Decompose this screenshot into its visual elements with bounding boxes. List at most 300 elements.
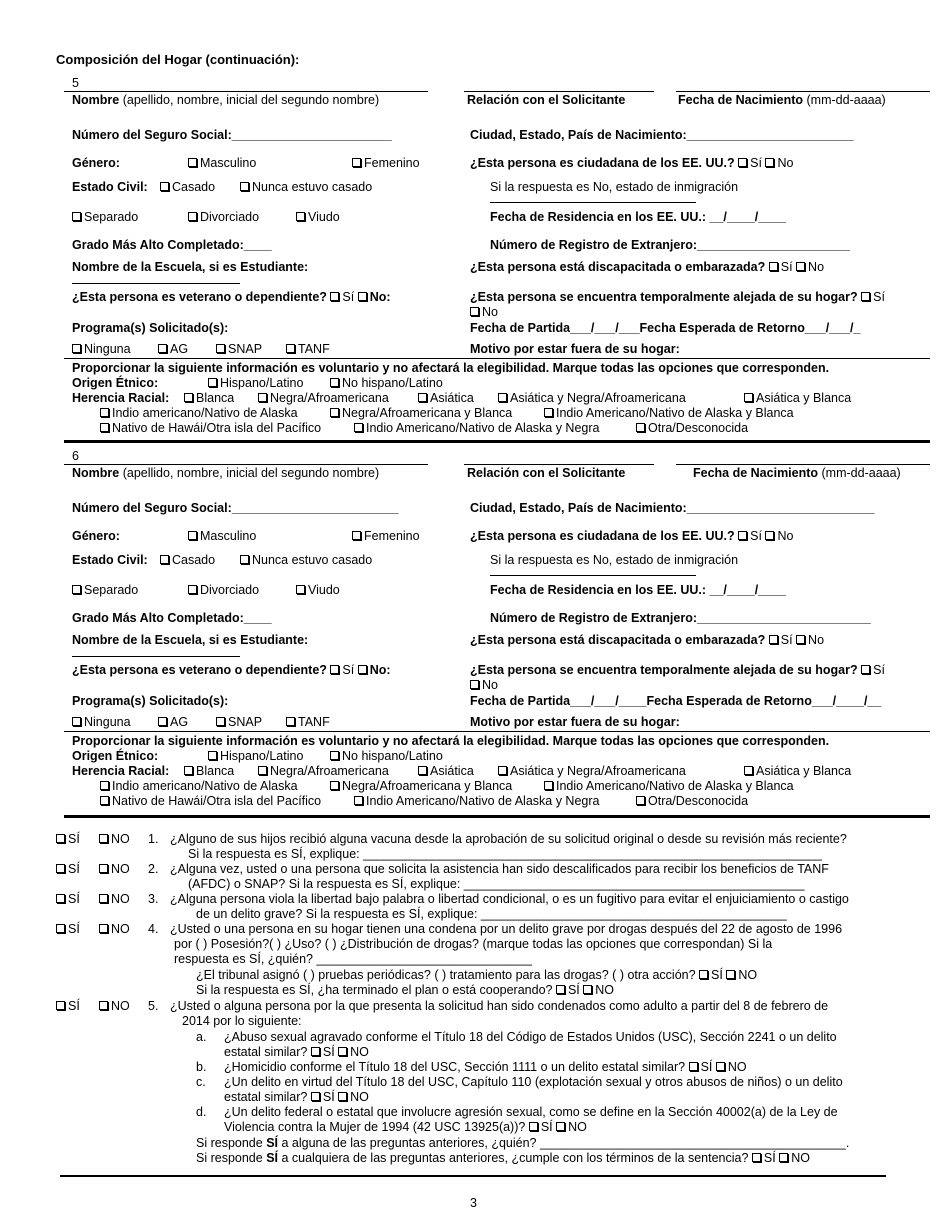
race-black-white-checkbox[interactable]	[330, 408, 339, 417]
q4-court-yes-label: SÍ	[711, 968, 723, 982]
program-snap-option[interactable]	[216, 342, 262, 357]
q5a-yes-label: SÍ	[322, 1045, 335, 1059]
q5a-yes-checkbox[interactable]	[311, 1047, 320, 1056]
q5-sentence-yes-checkbox[interactable]	[752, 1153, 761, 1162]
disabled-yes-checkbox[interactable]	[769, 262, 778, 271]
q5-sentence-row	[196, 1151, 810, 1166]
dob-label-bold: Fecha de Nacimiento	[693, 466, 819, 480]
q1-no-checkbox[interactable]	[99, 834, 108, 843]
q4-yes-checkbox[interactable]	[56, 924, 65, 933]
race-american-indian-label: Indio americano/Nativo de Alaska	[112, 779, 298, 793]
q4-no-checkbox[interactable]	[99, 924, 108, 933]
widowed-label: Viudo	[308, 210, 340, 224]
q1-yes-checkbox[interactable]	[56, 834, 65, 843]
program-ag-checkbox[interactable]	[158, 344, 167, 353]
separated-label: Separado	[84, 210, 139, 224]
q1-yes-option[interactable]	[56, 832, 80, 847]
never-married-option[interactable]	[240, 553, 372, 568]
race-asian-label: Asiática	[430, 764, 474, 778]
male-checkbox[interactable]	[188, 158, 197, 167]
race-pacific-islander-checkbox[interactable]	[100, 423, 109, 432]
relation-line	[464, 91, 654, 92]
q5b-letter: b.	[196, 1060, 207, 1074]
q3-no-option[interactable]	[99, 892, 130, 907]
citizen-yes-checkbox[interactable]	[738, 531, 747, 540]
married-option[interactable]	[160, 553, 215, 568]
never-married-label: Nunca estuvo casado	[252, 180, 373, 194]
race-asian-black-option[interactable]	[498, 391, 686, 406]
person-number: 6	[72, 449, 79, 463]
race-indian-black-checkbox[interactable]	[354, 796, 363, 805]
q4-no-label: NO	[111, 922, 130, 936]
gender-label: Género:	[72, 156, 120, 170]
q2-yes-checkbox[interactable]	[56, 864, 65, 873]
ethnicity-hispanic-label: Hispano/Latino	[220, 376, 304, 390]
female-option[interactable]	[352, 529, 420, 544]
race-asian-white-checkbox[interactable]	[744, 766, 753, 775]
separated-checkbox[interactable]	[72, 212, 81, 221]
race-indian-black-checkbox[interactable]	[354, 423, 363, 432]
race-other-checkbox[interactable]	[636, 423, 645, 432]
q5d-yes-label: SÍ	[540, 1120, 553, 1134]
birthplace-field[interactable]: Ciudad, Estado, País de Nacimiento:___________________________	[470, 501, 875, 515]
q2-no-option[interactable]	[99, 862, 130, 877]
q5-who-prefix: Si responde	[196, 1136, 267, 1150]
q1-text: ¿Alguno de sus hijos recibió alguna vacuna desde la aprobación de su solicitud original o desde su revisión más reciente?	[170, 832, 847, 846]
citizen-row	[470, 156, 793, 171]
q5-no-checkbox[interactable]	[99, 1001, 108, 1010]
q3-yes-checkbox[interactable]	[56, 894, 65, 903]
widowed-option[interactable]	[296, 583, 340, 598]
female-label: Femenino	[364, 156, 420, 170]
widowed-option[interactable]	[296, 210, 340, 225]
race-other-option[interactable]	[636, 794, 748, 809]
divorced-option[interactable]	[188, 210, 259, 225]
disabled-no-checkbox[interactable]	[796, 635, 805, 644]
school-name-label: Nombre de la Escuela, si es Estudiante:	[72, 633, 309, 647]
q2-explain-field[interactable]: (AFDC) o SNAP? Si la respuesta es SÍ, explique: _________________________________________________	[188, 877, 805, 891]
married-checkbox[interactable]	[160, 555, 169, 564]
separated-checkbox[interactable]	[72, 585, 81, 594]
q5-sentence-prefix: Si responde	[196, 1151, 267, 1165]
q5c-text: ¿Un delito en virtud del Título 18 del USC, Capítulo 110 (explotación sexual y otros abusos de niños) o un delito	[224, 1075, 843, 1089]
citizen-yes-label: Sí	[750, 529, 762, 543]
away-no-checkbox[interactable]	[470, 307, 479, 316]
q5c-yes-checkbox[interactable]	[311, 1092, 320, 1101]
alien-registration-field[interactable]: Número de Registro de Extranjero:______________________	[490, 238, 850, 252]
program-tanf-label: TANF	[298, 342, 330, 356]
program-tanf-option[interactable]	[286, 715, 330, 730]
q2-yes-option[interactable]	[56, 862, 80, 877]
away-yes-label: Sí	[873, 290, 885, 304]
ssn-field[interactable]: Número del Seguro Social:_______________________	[72, 128, 392, 142]
education-field[interactable]: Grado Más Alto Completado:____	[72, 611, 272, 625]
disabled-yes-checkbox[interactable]	[769, 635, 778, 644]
race-asian-black-checkbox[interactable]	[498, 766, 507, 775]
dob-label-bold: Fecha de Nacimiento	[678, 93, 804, 107]
school-name-line[interactable]	[72, 656, 240, 657]
dob-label	[678, 93, 886, 108]
program-tanf-option[interactable]	[286, 342, 330, 357]
female-label: Femenino	[364, 529, 420, 543]
program-snap-option[interactable]	[216, 715, 262, 730]
race-other-checkbox[interactable]	[636, 796, 645, 805]
citizen-no-checkbox[interactable]	[765, 158, 774, 167]
race-asian-black-option[interactable]	[498, 764, 686, 779]
departure-return-field[interactable]: Fecha de Partida___/___/____Fecha Esperada de Retorno___/____/__	[470, 694, 882, 708]
q5d-text-2: Violencia contra la Mujer de 1994 (42 USC 13925(a))?	[224, 1120, 526, 1134]
q5-no-option[interactable]	[99, 999, 130, 1014]
citizen-question: ¿Esta persona es ciudadana de los EE. UU.?	[470, 156, 735, 170]
veteran-row	[72, 663, 391, 678]
disabled-row	[470, 260, 824, 275]
program-none-option[interactable]	[72, 342, 131, 357]
race-white-option[interactable]	[184, 391, 234, 406]
divorced-checkbox[interactable]	[188, 212, 197, 221]
race-black-checkbox[interactable]	[258, 766, 267, 775]
q5d-no-label: NO	[568, 1120, 587, 1134]
ethnicity-non-hispanic-option[interactable]	[330, 749, 443, 764]
veteran-no-checkbox[interactable]	[358, 665, 367, 674]
q5-yes-option[interactable]	[56, 999, 80, 1014]
veteran-yes-checkbox[interactable]	[330, 665, 339, 674]
ethnicity-hispanic-checkbox[interactable]	[208, 751, 217, 760]
ethnicity-hispanic-option[interactable]	[208, 749, 303, 764]
q5b-no-checkbox[interactable]	[716, 1062, 725, 1071]
race-american-indian-label: Indio americano/Nativo de Alaska	[112, 406, 298, 420]
program-snap-label: SNAP	[228, 715, 263, 729]
name-label	[72, 93, 379, 108]
race-black-white-option[interactable]	[330, 406, 512, 421]
citizen-no-checkbox[interactable]	[765, 531, 774, 540]
name-line	[64, 464, 428, 465]
race-label: Herencia Racial:	[72, 764, 170, 778]
q5d-no-checkbox[interactable]	[556, 1122, 565, 1131]
q3-explain-field[interactable]: de un delito grave? Si la respuesta es SÍ, explique: ____________________________________________	[196, 907, 787, 921]
race-black-checkbox[interactable]	[258, 393, 267, 402]
q5d-row-2	[224, 1120, 587, 1135]
q5a-row-2	[224, 1045, 369, 1060]
immigration-status-line[interactable]	[490, 575, 696, 576]
q5a-text-2: estatal similar?	[224, 1045, 308, 1059]
race-asian-black-checkbox[interactable]	[498, 393, 507, 402]
away-yes-label: Sí	[873, 663, 885, 677]
immigration-status-label: Si la respuesta es No, estado de inmigración	[490, 553, 739, 567]
race-black-label: Negra/Afroamericana	[270, 764, 389, 778]
q5a-no-label: NO	[350, 1045, 369, 1059]
disabled-question: ¿Esta persona está discapacitada o embarazada?	[470, 260, 766, 274]
never-married-checkbox[interactable]	[240, 182, 249, 191]
marital-label: Estado Civil:	[72, 180, 148, 194]
race-black-white-option[interactable]	[330, 779, 512, 794]
widowed-checkbox[interactable]	[296, 212, 305, 221]
race-white-option[interactable]	[184, 764, 234, 779]
q5-sentence-text: a cualquiera de las preguntas anteriores, ¿cumple con los términos de la sentencia?	[278, 1151, 749, 1165]
citizen-row	[470, 529, 793, 544]
q5d-letter: d.	[196, 1105, 207, 1119]
q5-no-label: NO	[111, 999, 130, 1013]
dob-label-rest: (mm-dd-aaaa)	[818, 466, 901, 480]
q4-court-text: ¿El tribunal asignó ( ) pruebas periódicas? ( ) tratamiento para las drogas? ( ) otra acción?	[196, 968, 696, 982]
citizen-yes-checkbox[interactable]	[738, 158, 747, 167]
departure-return-field[interactable]: Fecha de Partida___/___/___Fecha Esperada de Retorno___/___/_	[470, 321, 861, 335]
race-american-indian-option[interactable]	[100, 406, 298, 421]
q1-yes-label: SÍ	[68, 832, 80, 846]
male-label: Masculino	[200, 156, 257, 170]
alien-registration-field[interactable]: Número de Registro de Extranjero:_________________________	[490, 611, 871, 625]
immigration-status-line[interactable]	[490, 202, 696, 203]
page-number: 3	[470, 1196, 477, 1210]
female-checkbox[interactable]	[352, 158, 361, 167]
away-yes-checkbox[interactable]	[861, 292, 870, 301]
q3-no-checkbox[interactable]	[99, 894, 108, 903]
race-indian-white-option[interactable]	[544, 406, 794, 421]
race-american-indian-checkbox[interactable]	[100, 408, 109, 417]
q5b-yes-checkbox[interactable]	[689, 1062, 698, 1071]
q4-court-yes-checkbox[interactable]	[699, 970, 708, 979]
race-black-option[interactable]	[258, 391, 389, 406]
race-asian-white-label: Asiática y Blanca	[756, 764, 852, 778]
away-yes-checkbox[interactable]	[861, 665, 870, 674]
q2-no-label: NO	[111, 862, 130, 876]
ssn-field[interactable]: Número del Seguro Social:________________________	[72, 501, 399, 515]
q2-yes-label: SÍ	[68, 862, 80, 876]
ethnicity-hispanic-option[interactable]	[208, 376, 303, 391]
q4-court-no-checkbox[interactable]	[726, 970, 735, 979]
program-none-checkbox[interactable]	[72, 344, 81, 353]
female-checkbox[interactable]	[352, 531, 361, 540]
program-ag-label: AG	[170, 342, 189, 356]
divorced-checkbox[interactable]	[188, 585, 197, 594]
race-american-indian-option[interactable]	[100, 779, 298, 794]
q5-sentence-no-checkbox[interactable]	[779, 1153, 788, 1162]
away-no-option[interactable]	[470, 678, 498, 693]
q4-number: 4.	[148, 922, 159, 936]
q5a-text: ¿Abuso sexual agravado conforme el Título 18 del Código de Estados Unidos (USC), Sección 2241 o un delito	[224, 1030, 837, 1044]
program-none-option[interactable]	[72, 715, 131, 730]
race-white-label: Blanca	[196, 764, 235, 778]
race-asian-black-label: Asiática y Negra/Afroamericana	[510, 764, 686, 778]
residence-date-field[interactable]: Fecha de Residencia en los EE. UU.: __/____/____	[490, 210, 786, 224]
q1-number: 1.	[148, 832, 159, 846]
married-checkbox[interactable]	[160, 182, 169, 191]
q5-sentence-no-label: NO	[791, 1151, 810, 1165]
program-ag-checkbox[interactable]	[158, 717, 167, 726]
programs-label: Programa(s) Solicitado(s):	[72, 321, 229, 335]
disabled-no-label: No	[808, 260, 825, 274]
separated-option[interactable]	[72, 210, 138, 225]
female-option[interactable]	[352, 156, 420, 171]
separated-option[interactable]	[72, 583, 138, 598]
away-question: ¿Esta persona se encuentra temporalmente alejada de su hogar?	[470, 290, 858, 304]
disabled-yes-label: Sí	[780, 260, 793, 274]
program-snap-checkbox[interactable]	[216, 717, 225, 726]
ethnicity-non-hispanic-label: No hispano/Latino	[342, 749, 443, 763]
program-tanf-checkbox[interactable]	[286, 344, 295, 353]
widowed-checkbox[interactable]	[296, 585, 305, 594]
race-asian-option[interactable]	[418, 391, 474, 406]
name-line	[64, 91, 428, 92]
away-reason-label: Motivo por estar fuera de su hogar:	[470, 342, 680, 356]
veteran-yes-checkbox[interactable]	[330, 292, 339, 301]
q1-no-label: NO	[111, 832, 130, 846]
ethnicity-hispanic-checkbox[interactable]	[208, 378, 217, 387]
race-pacific-islander-option[interactable]	[100, 421, 321, 436]
male-label: Masculino	[200, 529, 257, 543]
person-block-6	[0, 449, 950, 821]
q5c-text-2: estatal similar?	[224, 1090, 308, 1104]
race-white-checkbox[interactable]	[184, 766, 193, 775]
ethnicity-non-hispanic-checkbox[interactable]	[330, 378, 339, 387]
q4-text-2: por ( ) Posesión?( ) ¿Uso? ( ) ¿Distribución de drogas? (marque todas las opciones que correspondan) Si la	[174, 937, 773, 951]
male-option[interactable]	[188, 529, 256, 544]
divorced-label: Divorciado	[200, 210, 260, 224]
q5a-no-checkbox[interactable]	[338, 1047, 347, 1056]
q5b-row	[224, 1060, 747, 1075]
race-other-option[interactable]	[636, 421, 748, 436]
race-asian-white-option[interactable]	[744, 391, 851, 406]
q4-plan-row	[196, 983, 614, 998]
program-ag-option[interactable]	[158, 342, 188, 357]
name-label	[72, 466, 379, 481]
disabled-row	[470, 633, 824, 648]
residence-date-field[interactable]: Fecha de Residencia en los EE. UU.: __/____/____	[490, 583, 786, 597]
race-black-option[interactable]	[258, 764, 389, 779]
race-indian-white-label: Indio Americano/Nativo de Alaska y Blanca	[556, 779, 794, 793]
never-married-option[interactable]	[240, 180, 372, 195]
race-indian-white-label: Indio Americano/Nativo de Alaska y Blanca	[556, 406, 794, 420]
q2-text: ¿Alguna vez, usted o una persona que solicita la asistencia han sido descalificados para recibir los beneficios de TANF	[170, 862, 829, 876]
citizen-no-label: No	[777, 156, 794, 170]
q1-explain-field[interactable]: Si la respuesta es SÍ, explique: __________________________________________________________________	[188, 847, 822, 861]
never-married-checkbox[interactable]	[240, 555, 249, 564]
veteran-yes-label: Sí	[342, 290, 355, 304]
away-no-checkbox[interactable]	[470, 680, 479, 689]
q5c-no-checkbox[interactable]	[338, 1092, 347, 1101]
race-indian-black-option[interactable]	[354, 421, 599, 436]
race-asian-white-option[interactable]	[744, 764, 851, 779]
education-field[interactable]: Grado Más Alto Completado:____	[72, 238, 272, 252]
divorced-option[interactable]	[188, 583, 259, 598]
voluntary-notice: Proporcionar la siguiente información es voluntario y no afectará la elegibilidad. Marque todas las opciones que corresponden.	[72, 734, 830, 748]
disabled-yes-label: Sí	[780, 633, 793, 647]
q4-no-option[interactable]	[99, 922, 130, 937]
race-american-indian-checkbox[interactable]	[100, 781, 109, 790]
ethnicity-label: Origen Étnico:	[72, 749, 159, 763]
q4-yes-option[interactable]	[56, 922, 80, 937]
race-asian-white-checkbox[interactable]	[744, 393, 753, 402]
q5-yes-checkbox[interactable]	[56, 1001, 65, 1010]
dob-line	[676, 464, 930, 465]
disabled-no-checkbox[interactable]	[796, 262, 805, 271]
veteran-no-label: No:	[369, 663, 391, 677]
race-indian-white-option[interactable]	[544, 779, 794, 794]
veteran-question: ¿Esta persona es veterano o dependiente?	[72, 290, 327, 304]
q2-no-checkbox[interactable]	[99, 864, 108, 873]
ethnicity-non-hispanic-checkbox[interactable]	[330, 751, 339, 760]
q4-who-field[interactable]: respuesta es SÍ, ¿quién? _______________________________	[174, 952, 532, 966]
relation-label: Relación con el Solicitante	[467, 93, 626, 107]
married-label: Casado	[172, 180, 216, 194]
q1-no-option[interactable]	[99, 832, 130, 847]
q4-plan-yes-checkbox[interactable]	[556, 985, 565, 994]
ethnicity-hispanic-label: Hispano/Latino	[220, 749, 304, 763]
q5d-yes-checkbox[interactable]	[529, 1122, 538, 1131]
away-no-label: No	[482, 678, 498, 692]
away-no-option[interactable]	[470, 305, 498, 320]
race-pacific-islander-option[interactable]	[100, 794, 321, 809]
marital-label: Estado Civil:	[72, 553, 148, 567]
program-ag-option[interactable]	[158, 715, 188, 730]
veteran-no-checkbox[interactable]	[358, 292, 367, 301]
q5-who-row[interactable]	[196, 1136, 849, 1151]
race-pacific-islander-label: Nativo de Hawái/Otra isla del Pacífico	[112, 421, 322, 435]
program-ag-label: AG	[170, 715, 189, 729]
relation-label: Relación con el Solicitante	[467, 466, 626, 480]
q5-number: 5.	[148, 999, 159, 1013]
q5c-yes-label: SÍ	[322, 1090, 335, 1104]
q5-sentence-yes-label: SÍ	[763, 1151, 776, 1165]
school-name-label: Nombre de la Escuela, si es Estudiante:	[72, 260, 309, 274]
name-label-bold: Nombre	[72, 93, 120, 107]
veteran-no-label: No:	[369, 290, 391, 304]
ethnicity-label: Origen Étnico:	[72, 376, 159, 390]
program-snap-checkbox[interactable]	[216, 344, 225, 353]
q4-court-row	[196, 968, 757, 983]
dob-line	[676, 91, 930, 92]
race-label: Herencia Racial:	[72, 391, 170, 405]
race-asian-option[interactable]	[418, 764, 474, 779]
race-indian-black-label: Indio Americano/Nativo de Alaska y Negra	[366, 794, 600, 808]
q4-plan-no-checkbox[interactable]	[583, 985, 592, 994]
male-option[interactable]	[188, 156, 256, 171]
race-asian-checkbox[interactable]	[418, 766, 427, 775]
q3-text: ¿Alguna persona viola la libertad bajo palabra o libertad condicional, o es un fugitivo para evitar el enjuiciamiento o castigo	[170, 892, 849, 906]
q3-yes-option[interactable]	[56, 892, 80, 907]
birthplace-field[interactable]: Ciudad, Estado, País de Nacimiento:________________________	[470, 128, 854, 142]
race-black-white-checkbox[interactable]	[330, 781, 339, 790]
program-tanf-checkbox[interactable]	[286, 717, 295, 726]
race-indian-white-checkbox[interactable]	[544, 408, 553, 417]
race-indian-black-option[interactable]	[354, 794, 599, 809]
married-option[interactable]	[160, 180, 215, 195]
program-none-checkbox[interactable]	[72, 717, 81, 726]
program-tanf-label: TANF	[298, 715, 330, 729]
eligibility-questions	[0, 832, 950, 1177]
q5b-text: ¿Homicidio conforme el Título 18 del USC, Sección 1111 o un delito estatal similar?	[224, 1060, 686, 1074]
race-asian-black-label: Asiática y Negra/Afroamericana	[510, 391, 686, 405]
race-asian-checkbox[interactable]	[418, 393, 427, 402]
race-pacific-islander-checkbox[interactable]	[100, 796, 109, 805]
q4-text: ¿Usted o una persona en su hogar tienen una condena por un delito grave por drogas después del 22 de agosto de 1996	[170, 922, 843, 936]
ethnicity-non-hispanic-option[interactable]	[330, 376, 443, 391]
male-checkbox[interactable]	[188, 531, 197, 540]
q5b-yes-label: SÍ	[700, 1060, 713, 1074]
school-name-line[interactable]	[72, 283, 240, 284]
program-none-label: Ninguna	[84, 715, 131, 729]
q5-text-2: 2014 por lo siguiente:	[182, 1014, 302, 1028]
programs-label: Programa(s) Solicitado(s):	[72, 694, 229, 708]
q4-plan-text: Si la respuesta es SÍ, ¿ha terminado el plan o está cooperando?	[196, 983, 553, 997]
citizen-no-label: No	[777, 529, 794, 543]
race-white-checkbox[interactable]	[184, 393, 193, 402]
q5b-no-label: NO	[727, 1060, 747, 1074]
race-indian-white-checkbox[interactable]	[544, 781, 553, 790]
away-row	[470, 663, 885, 678]
veteran-row	[72, 290, 391, 305]
dob-label-rest: (mm-dd-aaaa)	[803, 93, 886, 107]
veteran-question: ¿Esta persona es veterano o dependiente?	[72, 663, 327, 677]
